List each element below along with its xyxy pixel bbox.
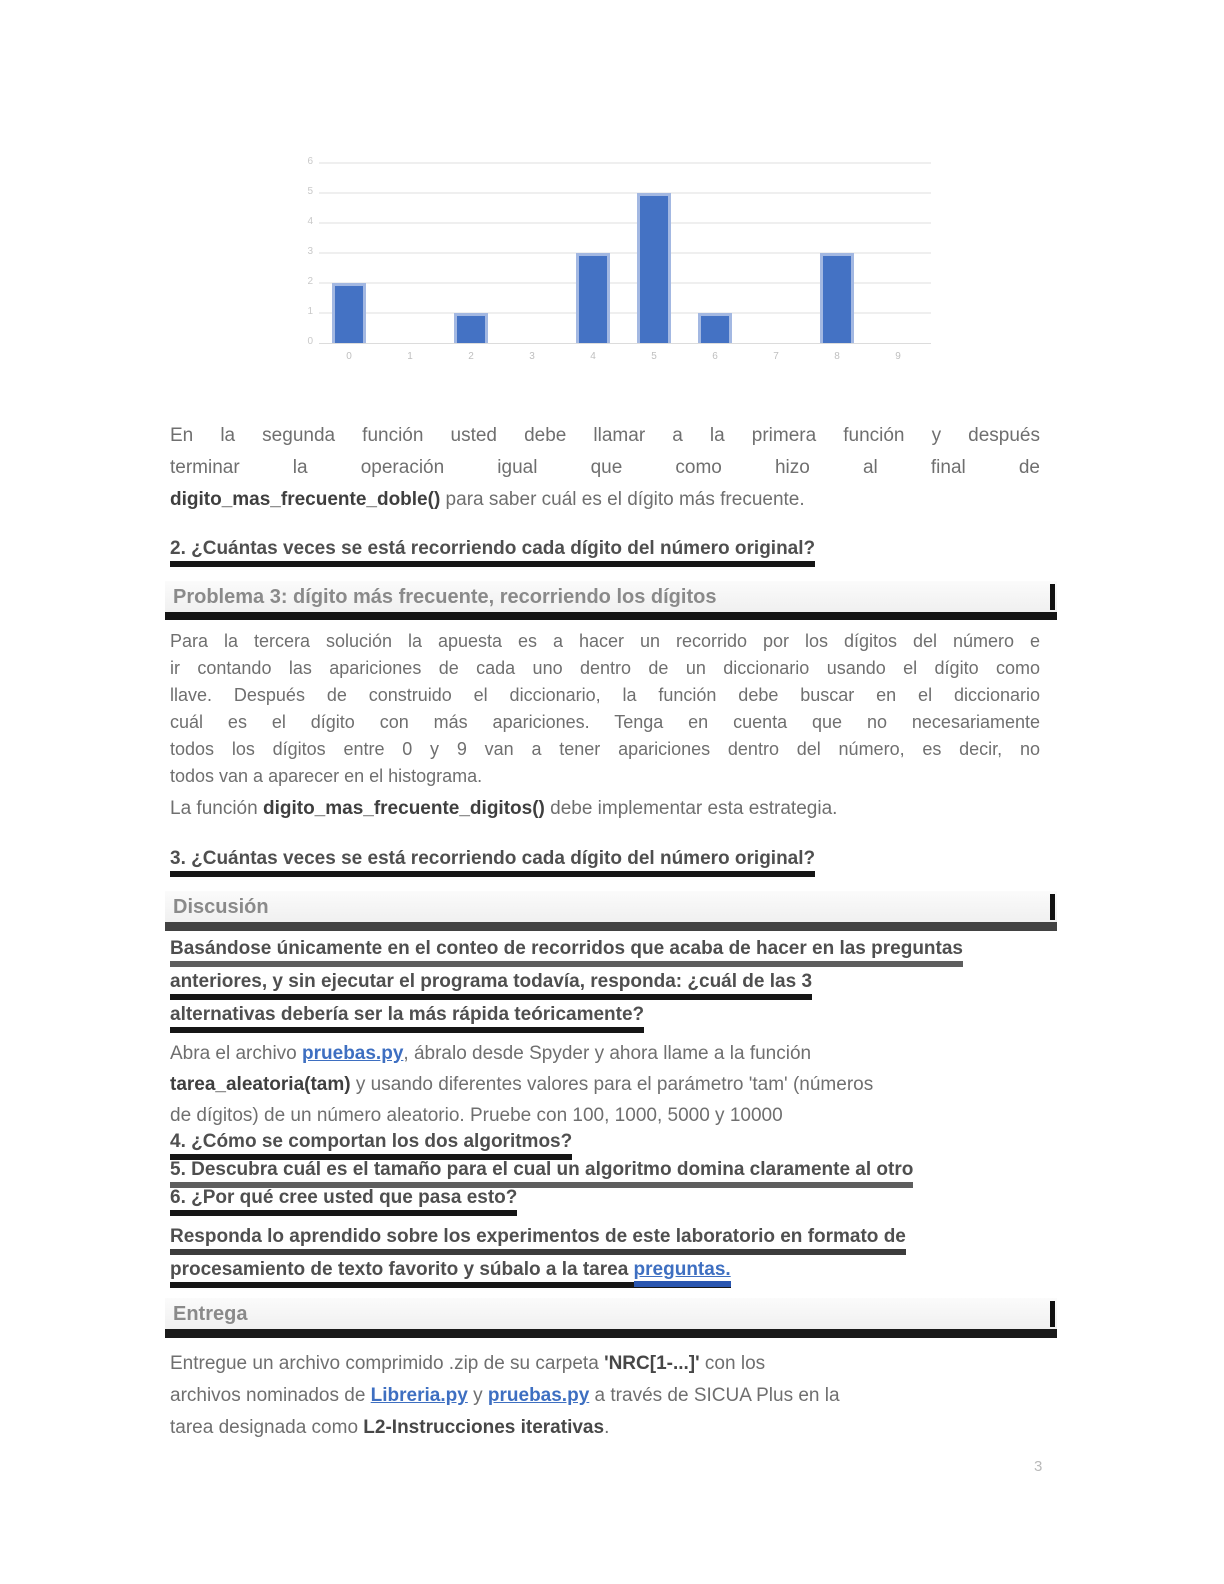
histogram-bar (332, 283, 366, 343)
histogram-bar (454, 313, 488, 343)
discusion-line-2: anteriores, y sin ejecutar el programa todavía, responda: ¿cuál de las 3 (170, 971, 812, 1000)
y-tick-label: 2 (307, 276, 313, 287)
histogram-bar (820, 253, 854, 343)
file-link-libreria[interactable]: Libreria.py (370, 1385, 468, 1406)
paragraph-line: ir contando las apariciones de cada uno dentro de un diccionario usando el dígito como (170, 658, 1040, 678)
question-3: 3. ¿Cuántas veces se está recorriendo cada dígito del número original? (170, 848, 815, 877)
x-tick-label: 2 (468, 351, 474, 362)
y-tick-label: 4 (307, 216, 313, 227)
x-tick-label: 0 (346, 351, 352, 362)
paragraph-line: En la segunda función usted debe llamar a la primera función y después (170, 425, 1040, 446)
function-name: tarea_aleatoria(tam) (170, 1074, 351, 1095)
paragraph-line: archivos nominados de Libreria.py y pruebas.py a través de SICUA Plus en la (170, 1385, 840, 1406)
preguntas-link[interactable]: preguntas. (634, 1259, 731, 1287)
chart-gridline (319, 192, 931, 194)
y-tick-label: 3 (307, 246, 313, 257)
paragraph-intro (170, 420, 1040, 516)
heading-entrega (165, 1298, 1057, 1338)
heading-text: Entrega (173, 1303, 248, 1325)
question-4: 4. ¿Cómo se comportan los dos algoritmos? (170, 1131, 572, 1160)
task-name: L2-Instrucciones iterativas (363, 1417, 605, 1438)
function-name: digito_mas_frecuente_doble() (170, 489, 441, 510)
paragraph-line: de dígitos) de un número aleatorio. Pruebe con 100, 1000, 5000 y 10000 (170, 1105, 783, 1126)
paragraph-problema-3 (170, 628, 1040, 790)
cursor-mark (1050, 894, 1055, 920)
question-5: 5. Descubra cuál es el tamaño para el cual un algoritmo domina claramente al otro (170, 1159, 913, 1188)
y-tick-label: 0 (307, 336, 313, 347)
heading-problema-3 (165, 581, 1057, 620)
x-tick-label: 1 (407, 351, 413, 362)
question-2: 2. ¿Cuántas veces se está recorriendo cada dígito del número original? (170, 538, 815, 567)
paragraph-line: Abra el archivo pruebas.py, ábralo desde Spyder y ahora llame a la función (170, 1043, 812, 1064)
paragraph-line: todos los dígitos entre 0 y 9 van a tener apariciones dentro del número, es decir, no (170, 739, 1040, 759)
page-number: 3 (1034, 1458, 1043, 1475)
histogram-bar (637, 193, 671, 343)
discusion-line-1: Basándose únicamente en el conteo de recorridos que acaba de hacer en las preguntas (170, 938, 963, 967)
x-tick-label: 6 (712, 351, 718, 362)
function-name: digito_mas_frecuente_digitos() (262, 798, 545, 819)
x-axis-line (319, 343, 931, 344)
histogram-bar (576, 253, 610, 343)
x-tick-label: 8 (834, 351, 840, 362)
file-link-pruebas2[interactable]: pruebas.py (487, 1385, 590, 1406)
x-tick-label: 7 (773, 351, 779, 362)
question-6: 6. ¿Por qué cree usted que pasa esto? (170, 1187, 517, 1216)
paragraph-line: todos van a aparecer en el histograma. (170, 766, 483, 786)
paragraph-entrega (170, 1348, 1040, 1444)
chart-gridline (319, 222, 931, 224)
y-tick-label: 5 (307, 186, 313, 197)
responder-line-2: procesamiento de texto favorito y súbalo a la tarea preguntas. (170, 1259, 731, 1288)
digit-frequency-histogram (285, 145, 940, 395)
paragraph-line: digito_mas_frecuente_doble() para saber cuál es el dígito más frecuente. (170, 489, 805, 510)
responder-line-1: Responda lo aprendido sobre los experimentos de este laboratorio en formato de (170, 1226, 906, 1255)
chart-gridline (319, 162, 931, 164)
x-tick-label: 4 (590, 351, 596, 362)
paragraph-line: Entregue un archivo comprimido .zip de su carpeta 'NRC[1-...]' con los (170, 1353, 766, 1374)
paragraph-line: Para la tercera solución la apuesta es a hacer un recorrido por los dígitos del número e (170, 631, 1040, 651)
heading-text: Discusión (173, 896, 269, 918)
folder-name: 'NRC[1-...]' (604, 1353, 700, 1374)
paragraph-pruebas (170, 1038, 1040, 1131)
cursor-mark (1050, 584, 1055, 610)
paragraph-line: llave. Después de construido el diccionario, la función debe buscar en el diccionario (170, 685, 1040, 705)
paragraph-line: tarea designada como L2-Instrucciones iterativas. (170, 1417, 610, 1438)
paragraph-line: terminar la operación igual que como hizo al final de (170, 457, 1040, 478)
discusion-line-3: alternativas debería ser la más rápida teóricamente? (170, 1004, 644, 1033)
paragraph-funcion: La función digito_mas_frecuente_digitos() debe implementar esta estrategia. (170, 798, 838, 819)
file-link-pruebas[interactable]: pruebas.py (302, 1043, 404, 1064)
y-tick-label: 1 (307, 306, 313, 317)
heading-text: Problema 3: dígito más frecuente, recorriendo los dígitos (173, 586, 717, 608)
histogram-bar (698, 313, 732, 343)
x-tick-label: 3 (529, 351, 535, 362)
x-tick-label: 9 (895, 351, 901, 362)
paragraph-line: tarea_aleatoria(tam) y usando diferentes valores para el parámetro 'tam' (números (170, 1074, 874, 1095)
cursor-mark (1050, 1301, 1055, 1327)
heading-discusion (165, 891, 1057, 931)
y-tick-label: 6 (307, 156, 313, 167)
x-tick-label: 5 (651, 351, 657, 362)
paragraph-line: cuál es el dígito con más apariciones. Tenga en cuenta que no necesariamente (170, 712, 1040, 732)
